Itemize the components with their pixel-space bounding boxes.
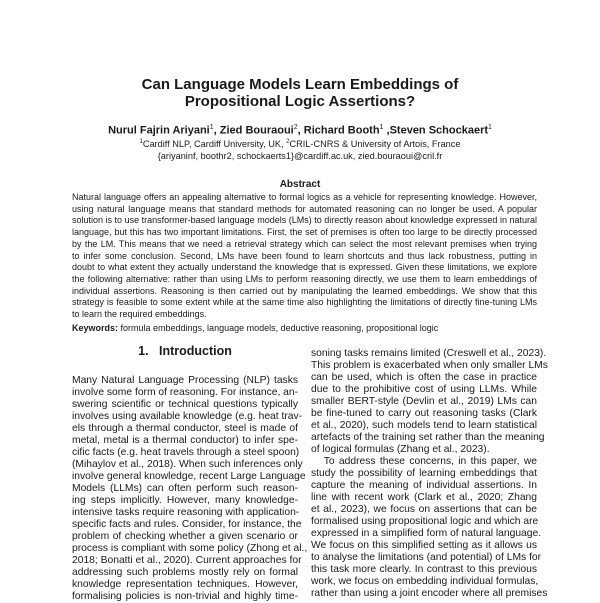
keywords-label: Keywords: <box>72 323 119 333</box>
section-heading-introduction: 1. Introduction <box>138 344 232 358</box>
author-affil-mark: 1 <box>488 124 492 131</box>
text-line: metal, metal is a thermal conductor) to infer spe- <box>72 435 298 446</box>
text-line: of logical formulas (Zhang et al., 2023). <box>311 444 490 455</box>
author-affil-mark: 2 <box>293 124 298 131</box>
text-line: strategy is feasible to some extent while at the same time also highlighting the limitations of directly fine-tuning LMs <box>72 297 537 308</box>
affil-mark: 2 <box>286 139 290 145</box>
text-line: individual assertions. Reasoning is then carried out by manipulating the learned embeddings. We show that this <box>72 285 537 296</box>
author-separator: , <box>383 124 390 137</box>
affiliations <box>0 139 600 149</box>
text-line: work, we focus on embedding individual formulas, <box>311 576 539 587</box>
text-line: solution is to use transformer-based language models (LMs) to directly reason about knowledge expressed in natural <box>72 215 537 226</box>
affiliation-2: CRIL-CNRS & University of Artois, France <box>289 139 461 150</box>
text-line: et al., 2023), we focus on assertions that can be <box>311 504 537 515</box>
text-line: using natural language means that standard methods for automated reasoning can no longer be used. A popular <box>72 203 537 214</box>
text-line: els through a thermal conductor, steel is made of <box>72 423 298 434</box>
text-line: ing steps implicitly. However, many knowledge- <box>72 495 298 506</box>
text-line: study the possibility of learning embeddings that <box>311 468 537 479</box>
text-line: process is compliant with some policy (Zhong et al., <box>72 543 308 554</box>
text-line: doubt to what extent they actually understand the knowledge that is expressed. Given these limitations, we explore <box>72 262 537 273</box>
author-list <box>0 124 600 137</box>
author-separator: , <box>297 124 304 137</box>
text-line: problem of checking whether a given scenario or <box>72 531 298 542</box>
text-line: specific facts and rules. Consider, for instance, the <box>72 519 302 530</box>
text-line: this task more clearly. In contrast to this previous <box>311 564 537 575</box>
author-affil-mark: 1 <box>209 124 214 131</box>
text-line: expressed in a simplified form of natural language. <box>311 528 542 539</box>
text-line: formalising policies is non-trivial and highly time- <box>72 591 298 602</box>
text-line: capture the meaning of individual assertions. In <box>311 480 537 491</box>
author-affil-mark: 1 <box>379 124 384 131</box>
text-line: To address these concerns, in this paper, we <box>311 456 537 467</box>
text-line: swering scientific or technical questions typically <box>72 399 298 410</box>
author-name: Steven Schockaert <box>389 124 489 137</box>
text-line: involve general knowledge, recent Large Language <box>72 471 306 482</box>
text-line: due to the prohibitive cost of using LLMs. While <box>311 384 537 395</box>
text-line: smaller BERT-style (Devlin et al., 2019) LMs can <box>311 396 537 407</box>
text-line: to infer some conclusion. Second, LMs have been found to learn shortcuts and thus lack robustness, putting in <box>72 250 537 261</box>
text-line: formalised using propositional logic and which are <box>311 516 539 527</box>
text-line: Many Natural Language Processing (NLP) tasks <box>72 375 298 386</box>
text-line: by the LM. This means that we need a retrieval strategy which can select the most relevant premises when trying <box>72 238 537 249</box>
affil-mark: 1 <box>139 139 143 145</box>
text-line: This problem is exacerbated when only smaller LMs <box>311 360 548 371</box>
author-name: Richard Booth <box>303 124 380 137</box>
affiliation-1: Cardiff NLP, Cardiff University, UK, <box>142 139 287 150</box>
text-line: knowledge representation techniques. However, <box>72 579 298 590</box>
text-line: the following alternative: rather than using LMs to perform reasoning directly, we use them to learn embeddings of <box>72 273 537 284</box>
text-line: addressing such problems mostly rely on formal <box>72 567 298 578</box>
author-name: Nurul Fajrin Ariyani <box>108 124 210 137</box>
text-line: involves using available knowledge (e.g. heat trav- <box>72 411 303 422</box>
text-line: involve some form of reasoning. For instance, an- <box>72 387 299 398</box>
text-line: language, but this has two important limitations. First, the set of premises is often too large to be directly processed <box>72 227 537 238</box>
text-line: Models (LLMs) can often perform such reason- <box>72 483 298 494</box>
text-line: We focus on this simplified setting as it allows us <box>311 540 537 551</box>
text-line: 2018; Bonatti et al., 2020). Current approaches for <box>72 555 302 566</box>
keywords <box>72 323 438 333</box>
paper-title-line-2: Propositional Logic Assertions? <box>184 93 416 110</box>
text-line: soning tasks remains limited (Creswell et al., 2023). <box>311 348 547 359</box>
text-line: intensive tasks require reasoning with application- <box>72 507 300 518</box>
author-separator: , <box>213 124 220 137</box>
text-line: Natural language offers an appealing alternative to formal logics as a vehicle for representing knowledge. However, <box>72 192 537 202</box>
paper-title-line-1: Can Language Models Learn Embeddings of <box>141 76 459 93</box>
text-line: be fine-tuned to carry out reasoning tasks (Clark <box>311 408 537 419</box>
keywords-text: formula embeddings, language models, deductive reasoning, propositional logic <box>118 323 439 333</box>
text-line: rather than using a joint encoder where all premises <box>311 588 548 599</box>
text-line: et al., 2020), such models tend to learn statistical <box>311 420 537 431</box>
text-line: to learn the required embeddings. <box>72 309 207 319</box>
author-emails: {ariyaninf, boothr2, schockaerts1}@cardiff.ac.uk, zied.bouraoui@cril.fr <box>157 151 443 161</box>
text-line: cific facts (e.g. heat travels through a steel spoon) <box>72 447 300 458</box>
text-line: can be used, which is often the case in practice <box>311 372 537 383</box>
text-line: artefacts of the training set rather than the meaning <box>311 432 545 443</box>
text-line: to analyse the limitations (and potential) of LMs for <box>311 552 542 563</box>
text-line: (Mihaylov et al., 2018). When such inferences only <box>72 459 303 470</box>
text-line: line with recent work (Clark et al., 2020; Zhang <box>311 492 537 503</box>
author-name: Zied Bouraoui <box>219 124 294 137</box>
abstract-heading: Abstract <box>279 179 321 190</box>
